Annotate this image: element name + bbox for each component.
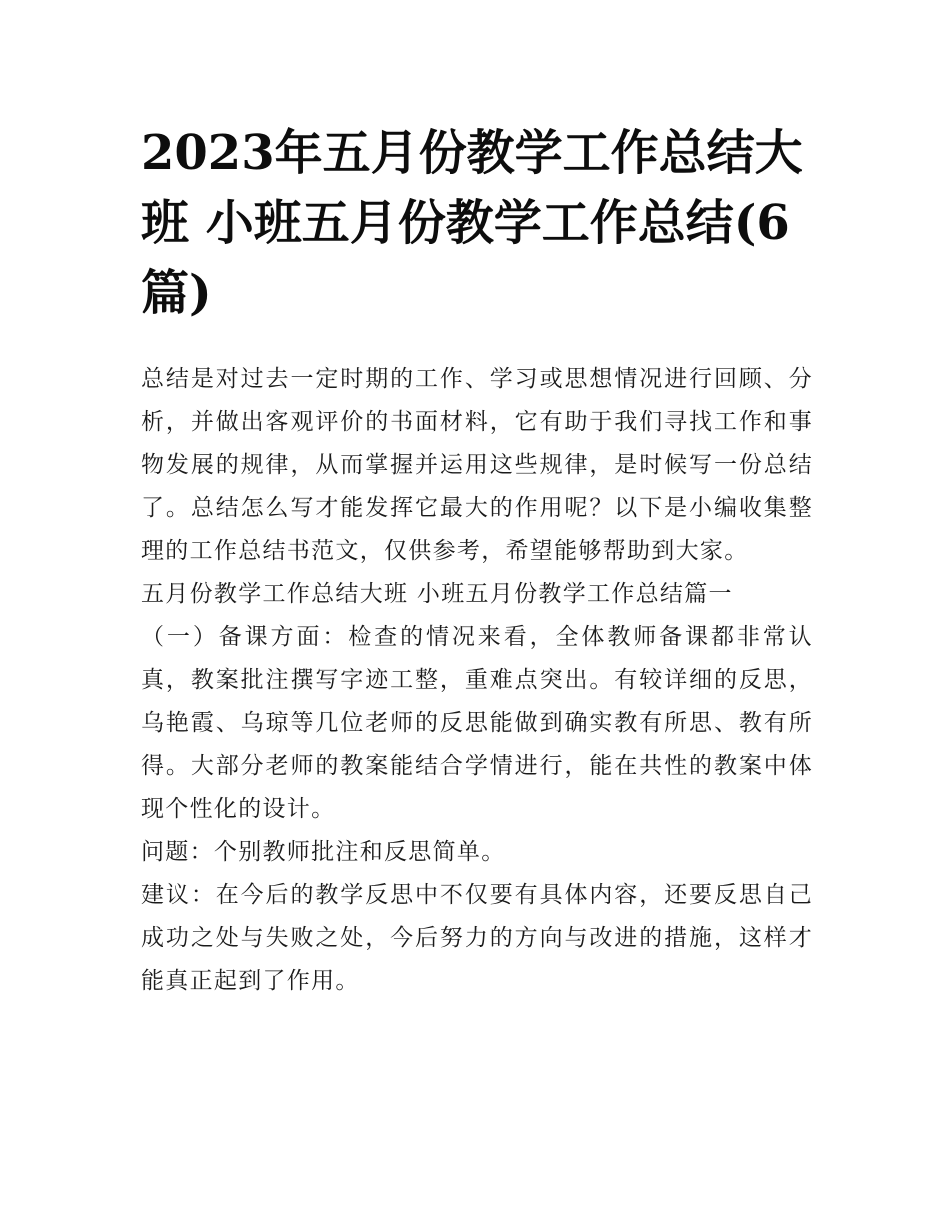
problem-paragraph: 问题：个别教师批注和反思简单。: [141, 839, 506, 865]
section-heading: 五月份教学工作总结大班 小班五月份教学工作总结篇一: [141, 581, 733, 607]
intro-paragraph: 总结是对过去一定时期的工作、学习或思想情况进行回顾、分析，并做出客观评价的书面材料，它有助于我们寻找工作和事物发展的规律，从而掌握并运用这些规律，是时候写一份总结了。总结怎么写才能发挥它最大的作用呢？以下是小编收集整理的工作总结书范文，仅供参考，希望能够帮助到大家。: [141, 366, 813, 564]
lesson-prep-paragraph: （一）备课方面：检查的情况来看，全体教师备课都非常认真，教案批注撰写字迹工整，重难点突出。有较详细的反思，乌艳霞、乌琼等几位老师的反思能做到确实教有所思、教有所得。大部分老师的教案能结合学情进行，能在共性的教案中体现个性化的设计。: [141, 624, 813, 822]
document-title: 2023年五月份教学工作总结大班 小班五月份教学工作总结(6篇): [141, 125, 803, 321]
document-body: [141, 358, 813, 1003]
document-content: [141, 118, 813, 1003]
suggestion-paragraph: 建议：在今后的教学反思中不仅要有具体内容，还要反思自己成功之处与失败之处，今后努力的方向与改进的措施，这样才能真正起到了作用。: [141, 882, 813, 994]
